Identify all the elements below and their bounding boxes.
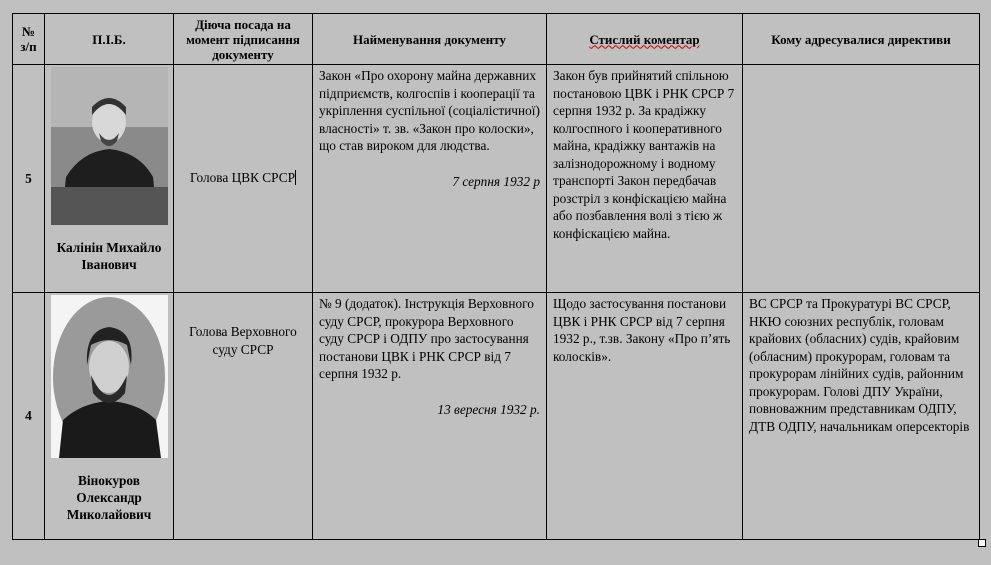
person-cell xyxy=(45,65,174,293)
header-row xyxy=(13,14,980,65)
header-document: Найменування документу xyxy=(313,14,547,65)
document-date: 7 серпня 1932 р xyxy=(452,173,540,189)
portrait-photo xyxy=(51,67,168,225)
row-number: 4 xyxy=(13,293,45,540)
addressees-cell: ВС СРСР та Прокуратурі ВС СРСР, НКЮ союзних республік, головам крайових (обласних) судів, крайовим (обласним) прокурорам, головам та прокурорам лінійних судів, районним прокурорам. Голові ДПУ України, повноважним представникам ОДПУ, ДТВ ОДПУ, начальникам оперсекторів xyxy=(743,293,980,540)
addressees-cell xyxy=(743,65,980,293)
document-title: № 9 (додаток). Інструкція Верховного суду СРСР, прокурора Верховного суду СРСР і ОДПУ про застосування постанови ЦВК і РНК СРСР від 7 серпня 1932 р. xyxy=(319,296,534,381)
directives-table xyxy=(12,13,980,540)
document-cell xyxy=(313,65,547,293)
person-name: Калінін Михайло Іванович xyxy=(56,240,162,272)
document-date: 13 вересня 1932 р. xyxy=(437,401,540,417)
document-cell xyxy=(313,293,547,540)
position-cell: Голова ЦВК СРСР xyxy=(174,65,313,293)
person-name: Вінокуров Олександр Миколайович xyxy=(66,473,152,522)
portrait-photo xyxy=(51,295,168,458)
text-cursor xyxy=(295,170,296,185)
document-title: Закон «Про охорону майна державних підприємств, колгоспів і кооперації та укріплення суспільної (соціалістичної) власності» т. зв. «Закон про колоски», що став вироком для людства. xyxy=(319,68,540,153)
comment-cell: Закон був прийнятий спільною постановою ЦВК і РНК СРСР 7 серпня 1932 р. За крадіжку колгоспного і кооперативного майна, крадіжку вантажів на залізнодорожному і водному транспорті Закон передбачав розстріл з конфіскацією майна або позбавлення волі з тією ж конфіскацією майна. xyxy=(547,65,743,293)
header-num: № з/п xyxy=(13,14,45,65)
header-pib: П.І.Б. xyxy=(45,14,174,65)
comment-cell: Щодо застосування постанови ЦВК і РНК СРСР від 7 серпня 1932 р., т.зв. Закону «Про п’ять колосків». xyxy=(547,293,743,540)
header-addressees: Кому адресувалися директиви xyxy=(743,14,980,65)
table-row xyxy=(13,65,980,293)
row-number: 5 xyxy=(13,65,45,293)
person-cell xyxy=(45,293,174,540)
table-resize-handle[interactable] xyxy=(978,539,986,547)
table-row xyxy=(13,293,980,540)
position-cell: Голова Верховного суду СРСР xyxy=(174,293,313,540)
header-position: Діюча посада на момент підписання документу xyxy=(174,14,313,65)
header-comment: Стислий коментар xyxy=(547,14,743,65)
